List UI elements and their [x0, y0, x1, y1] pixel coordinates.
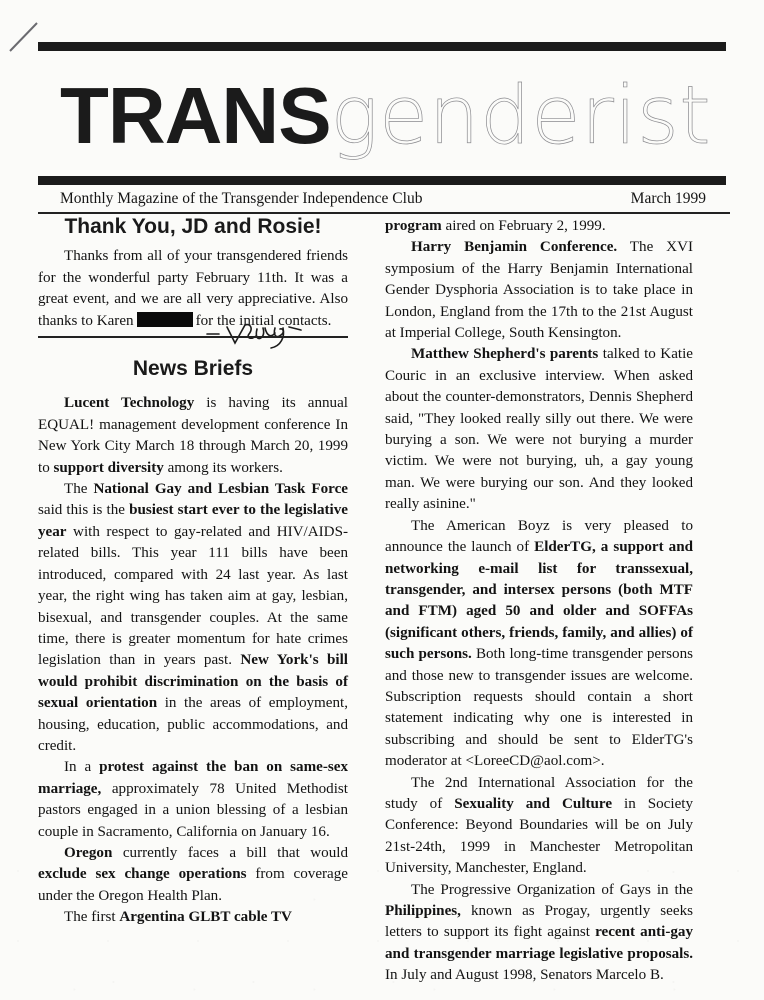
- brief-sexuality-intro: The 2nd International Association for the study of: [385, 774, 693, 812]
- brief-methodist-text1: approximately 78 United Methodist pastors engaged in a union blessing of a lesbian couple in Sacramento, California on January 16.: [38, 780, 348, 840]
- brief-lucent-text1: is having its annual EQUAL! management development conference In New York City March 18 through March 20, 1999 to: [38, 395, 348, 476]
- handwritten-signature: [205, 319, 320, 351]
- brief-philippines-intro: The Progressive Organization of Gays in the: [411, 881, 693, 898]
- brief-oregon-text2: from coverage under the Oregon Health Plan.: [38, 866, 348, 904]
- brief-methodist: [38, 757, 348, 843]
- signature-row: [38, 336, 348, 358]
- brief-ngltf-text3: in the areas of employment, housing, education, public accommodations, and credit.: [38, 695, 348, 754]
- brief-lucent-bold: support diversity: [53, 459, 164, 476]
- brief-argentina: [38, 907, 348, 928]
- brief-oregon-text1: currently faces a bill that would: [112, 844, 348, 861]
- brief-lucent-tail: among its workers.: [163, 459, 283, 476]
- brief-ngltf: [38, 479, 348, 757]
- brief-eldertg-bold1: ElderTG, a support and networking e-mail list for transsexual, transgender, and intersex persons (both MTF and FTM) aged 50 and older and SOFFAs (significant others, friends, family, and allies) of such persons.: [385, 539, 694, 663]
- brief-ngltf-bold3: New York's bill would prohibit discrimination on the basis of sexual orientation: [38, 652, 348, 712]
- masthead-title-outline: genderist: [330, 69, 712, 162]
- brief-continued-bold1: program: [385, 218, 442, 234]
- brief-philippines-text1: known as Progay, urgently seeks letters to support its fight against: [385, 903, 693, 941]
- brief-lucent-lead: Lucent Technology: [64, 395, 195, 412]
- brief-eldertg-text1: Both long-time transgender persons and those new to transgender issues are welcome. Subscription requests should contain a short statement indicating why one is interested in subscribing and should be sent to ElderTG's moderator at <LoreeCD@aol.com>.: [385, 646, 693, 770]
- brief-oregon-bold1: Oregon: [64, 844, 113, 861]
- brief-eldertg-intro: The American Boyz is very pleased to announce the launch of: [385, 517, 693, 556]
- brief-oregon-bold2: exclude sex change operations: [38, 866, 247, 883]
- brief-sexuality-bold1: Sexuality and Culture: [454, 795, 613, 812]
- brief-oregon: [38, 843, 348, 907]
- scan-artifact-icon: [7, 20, 41, 54]
- brief-harry-benjamin: [385, 237, 693, 344]
- brief-philippines: [385, 880, 693, 987]
- brief-ngltf-bold1: National Gay and Lesbian Task Force: [93, 481, 348, 498]
- brief-argentina-bold1: Argentina GLBT cable TV: [119, 909, 292, 926]
- brief-shepherd-bold1: Matthew Shepherd's parents: [411, 346, 599, 363]
- brief-eldertg: [385, 516, 693, 773]
- masthead-rule-thin: [38, 212, 730, 214]
- brief-philippines-text2: In July and August 1998, Senators Marcelo B.: [385, 967, 664, 984]
- masthead-rule-top: [38, 42, 726, 51]
- masthead-title-bold: TRANS: [60, 71, 331, 160]
- brief-shepherd: [385, 344, 693, 515]
- brief-harry-benjamin-text1: The XVI symposium of the Harry Benjamin International Gender Dysphoria Association is to take place in London, England from the 17th to the 21st August at Imperial College, South Kensington.: [385, 239, 693, 342]
- left-column: [38, 216, 348, 929]
- brief-argentina-intro: The first: [64, 909, 120, 926]
- brief-harry-benjamin-bold1: Harry Benjamin Conference.: [411, 239, 618, 256]
- brief-philippines-bold2: recent anti-gay and transgender marriage legislative proposals.: [385, 924, 693, 962]
- newsbriefs-heading: News Briefs: [132, 357, 254, 381]
- brief-methodist-intro: In a: [64, 759, 100, 776]
- brief-ngltf-intro: The: [64, 481, 94, 498]
- brief-ngltf-text2: with respect to gay-related and HIV/AIDS-related bills. This year 111 bills have been introduced, compared with 24 last year. As last year, the right wing has taken aim at gay, lesbian, bisexual, and transgender couples. At the same time, there is greater momentum for hate crimes legislation than in years past.: [38, 523, 348, 669]
- masthead-subtitle: Monthly Magazine of the Transgender Independence Club: [60, 190, 423, 207]
- brief-ngltf-bold2: busiest start ever to the legislative year: [38, 502, 348, 540]
- brief-sexuality-text1: in Society Conference: Beyond Boundaries will be on July 21st-24th, 1999 in Manchester Metropolitan University, Manchester, England.: [385, 795, 694, 877]
- brief-sexuality-culture: [385, 773, 693, 880]
- masthead-rule-bottom: [38, 176, 726, 185]
- brief-lucent: [38, 393, 348, 479]
- brief-shepherd-text1: talked to Katie Couric in an exclusive interview. When asked about the counter-demonstrators, Dennis Shepherd said, "They looked really silly out there. We were burying a son. We were not burying a murder victim. We were not burying, uh, a gay young man. We were burying our son. And they looked really asinine.": [385, 346, 693, 513]
- redaction-bar: [137, 312, 193, 327]
- brief-argentina-continued: [385, 216, 693, 237]
- brief-ngltf-text1: said this is the: [38, 502, 130, 519]
- masthead-subtitle-row: [60, 190, 706, 208]
- masthead-title: [60, 58, 720, 174]
- thankyou-body-part1: Thanks from all of your transgendered friends for the wonderful party February 11th. It was a great event, and we are all very appreciative. Also thanks to Karen: [38, 248, 348, 329]
- issue-date: March 1999: [630, 190, 706, 207]
- brief-continued-text1: aired on February 2, 1999.: [441, 218, 606, 234]
- thankyou-heading: Thank You, JD and Rosie!: [64, 215, 322, 238]
- brief-philippines-bold1: Philippines,: [385, 903, 461, 919]
- thankyou-body-part2: for the initial contacts.: [195, 312, 332, 329]
- signature-rule: [38, 336, 348, 338]
- right-column: [385, 216, 693, 987]
- brief-methodist-bold1: protest against the ban on same-sex marriage,: [38, 759, 348, 797]
